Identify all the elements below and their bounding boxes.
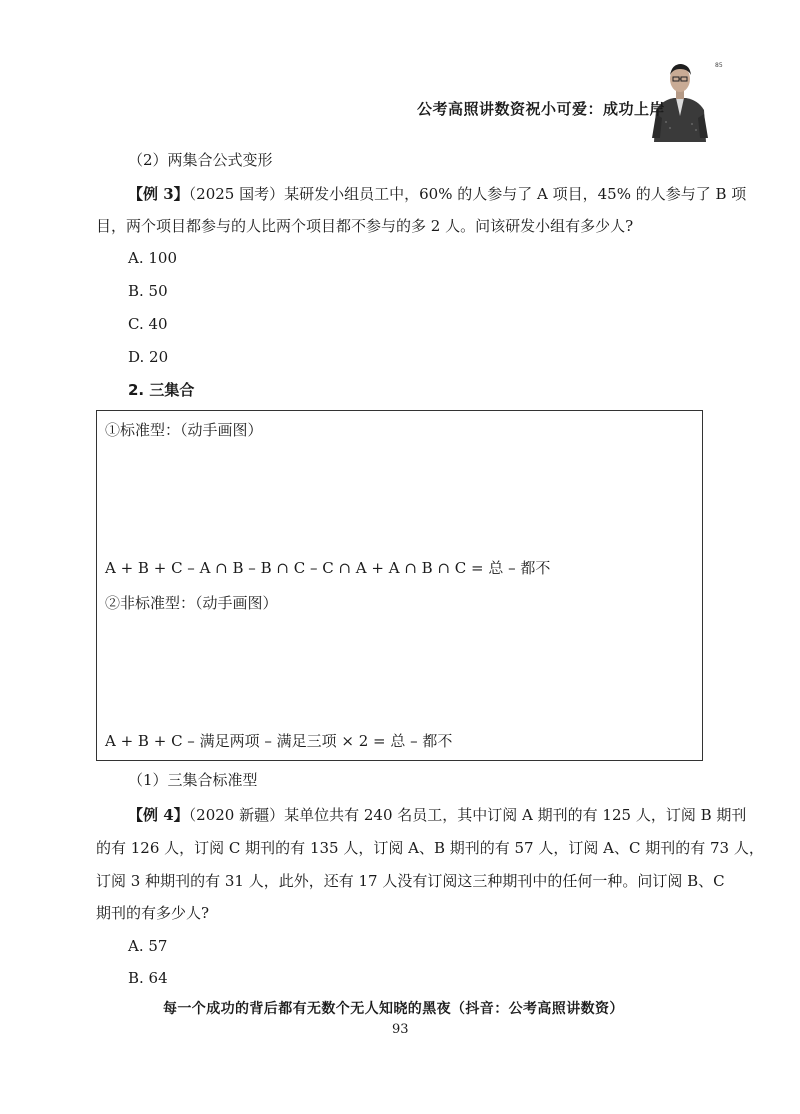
option-item: A. 57 <box>128 937 168 955</box>
photo-mark: 85 <box>715 62 723 69</box>
nonstandard-type-label: ②非标准型：（动手画图） <box>105 594 278 612</box>
section-title-three-sets: 2. 三集合 <box>128 381 195 399</box>
nonstandard-formula: A + B + C – 满足两项 – 满足三项 × 2 = 总 – 都不 <box>105 732 453 750</box>
page-number: 93 <box>392 1022 409 1037</box>
option-item: B. 64 <box>128 969 168 987</box>
option-item: A. 100 <box>128 249 177 267</box>
formula-box <box>96 410 703 761</box>
option-item: D. 20 <box>128 348 169 366</box>
example-3-label: 【例 3】 <box>128 185 189 203</box>
footer-slogan: 每一个成功的背后都有无数个无人知晓的黑夜（抖音：公考高照讲数资） <box>163 1001 624 1017</box>
example-4-label: 【例 4】 <box>128 806 189 824</box>
example-3-line-1 <box>128 184 746 204</box>
example-3-text: 某研发小组员工中，60% 的人参与了 A 项目，45% 的人参与了 B 项 <box>284 185 747 203</box>
standard-type-label: ①标准型：（动手画图） <box>105 421 263 439</box>
section-title-two-sets: （2）两集合公式变形 <box>128 151 273 169</box>
example-3-source: （2025 国考） <box>188 185 285 203</box>
example-3-line-2: 目，两个项目都参与的人比两个项目都不参与的多 2 人。问该研发小组有多少人? <box>96 217 634 235</box>
option-item: C. 40 <box>128 315 168 333</box>
standard-formula: A + B + C – A ∩ B – B ∩ C – C ∩ A + A ∩ B ∩ C = 总 – 都不 <box>105 559 551 577</box>
example-4-line-3: 订阅 3 种期刊的有 31 人，此外，还有 17 人没有订阅这三种期刊中的任何一种。问订阅 B、C <box>96 872 725 890</box>
section-title-three-sets-standard: （1）三集合标准型 <box>128 771 258 789</box>
example-4-line-2: 的有 126 人，订阅 C 期刊的有 135 人，订阅 A、B 期刊的有 57 人，订阅 A、C 期刊的有 73 人， <box>96 839 764 857</box>
example-4-line-1 <box>128 805 746 825</box>
example-4-line-4: 期刊的有多少人? <box>96 904 210 922</box>
option-item: B. 50 <box>128 282 168 300</box>
example-4-source: （2020 新疆） <box>188 806 285 824</box>
example-4-text: 某单位共有 240 名员工，其中订阅 A 期刊的有 125 人，订阅 B 期刊 <box>284 806 747 824</box>
header-slogan: 公考高照讲数资祝小可爱：成功上岸 <box>417 100 666 118</box>
